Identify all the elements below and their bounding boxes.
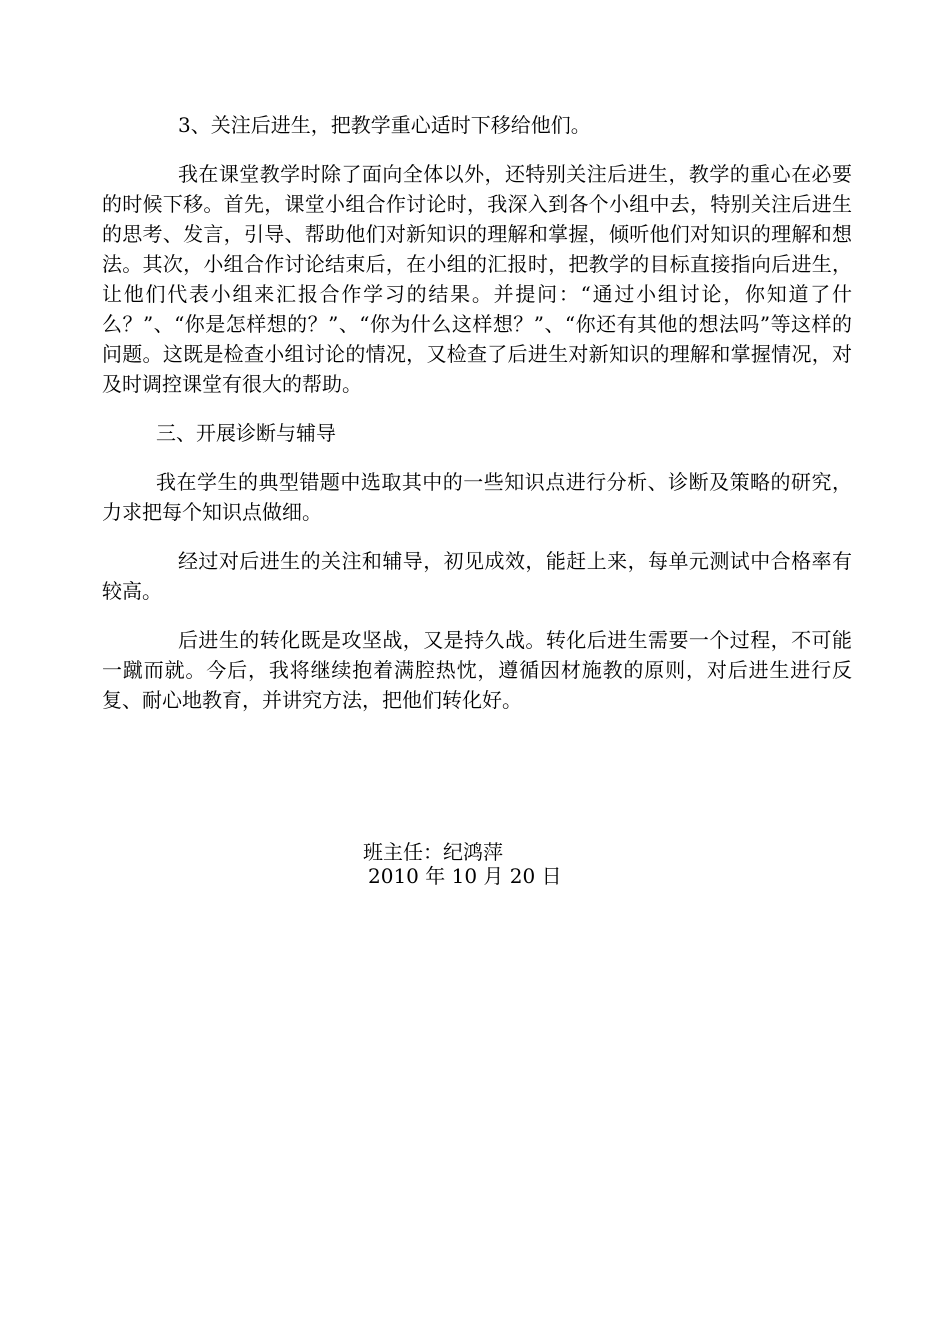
paragraph-section-three-heading: 三、开展诊断与辅导: [156, 421, 336, 445]
paragraph-conclusion: 后进生的转化既是攻坚战，又是持久战。转化后进生需要一个过程，不可能一蹴而就。今后，我将继续抱着满腔热忱，遵循因材施教的原则，对后进生进行反复、耐心地教育，并讲究方法，把他们转化好。: [102, 628, 852, 712]
document-body: [102, 110, 852, 715]
signature-name: 班主任：纪鸿萍: [363, 840, 503, 864]
paragraph-section-3-heading: 3、关注后进生，把教学重心适时下移给他们。: [178, 113, 591, 137]
signature-date: 2010 年 10 月 20 日: [368, 864, 562, 888]
paragraph-diagnosis: 我在学生的典型错题中选取其中的一些知识点进行分析、诊断及策略的研究，力求把每个知识点做细。: [102, 470, 852, 524]
paragraph-focus-on-students: 我在课堂教学时除了面向全体以外，还特别关注后进生，教学的重心在必要的时候下移。首先，课堂小组合作讨论时，我深入到各个小组中去，特别关注后进生的思考、发言，引导、帮助他们对新知识的理解和掌握，倾听他们对知识的理解和想法。其次，小组合作讨论结束后，在小组的汇报时，把教学的目标直接指向后进生，让他们代表小组来汇报合作学习的结果。并提问：“通过小组讨论，你知道了什么？”、“你是怎样想的？”、“你为什么这样想？”、“你还有其他的想法吗”等这样的问题。这既是检查小组讨论的情况，又检查了后进生对新知识的理解和掌握情况，对及时调控课堂有很大的帮助。: [102, 162, 852, 396]
paragraph-results: 经过对后进生的关注和辅导，初见成效，能赶上来，每单元测试中合格率有较高。: [102, 549, 852, 603]
